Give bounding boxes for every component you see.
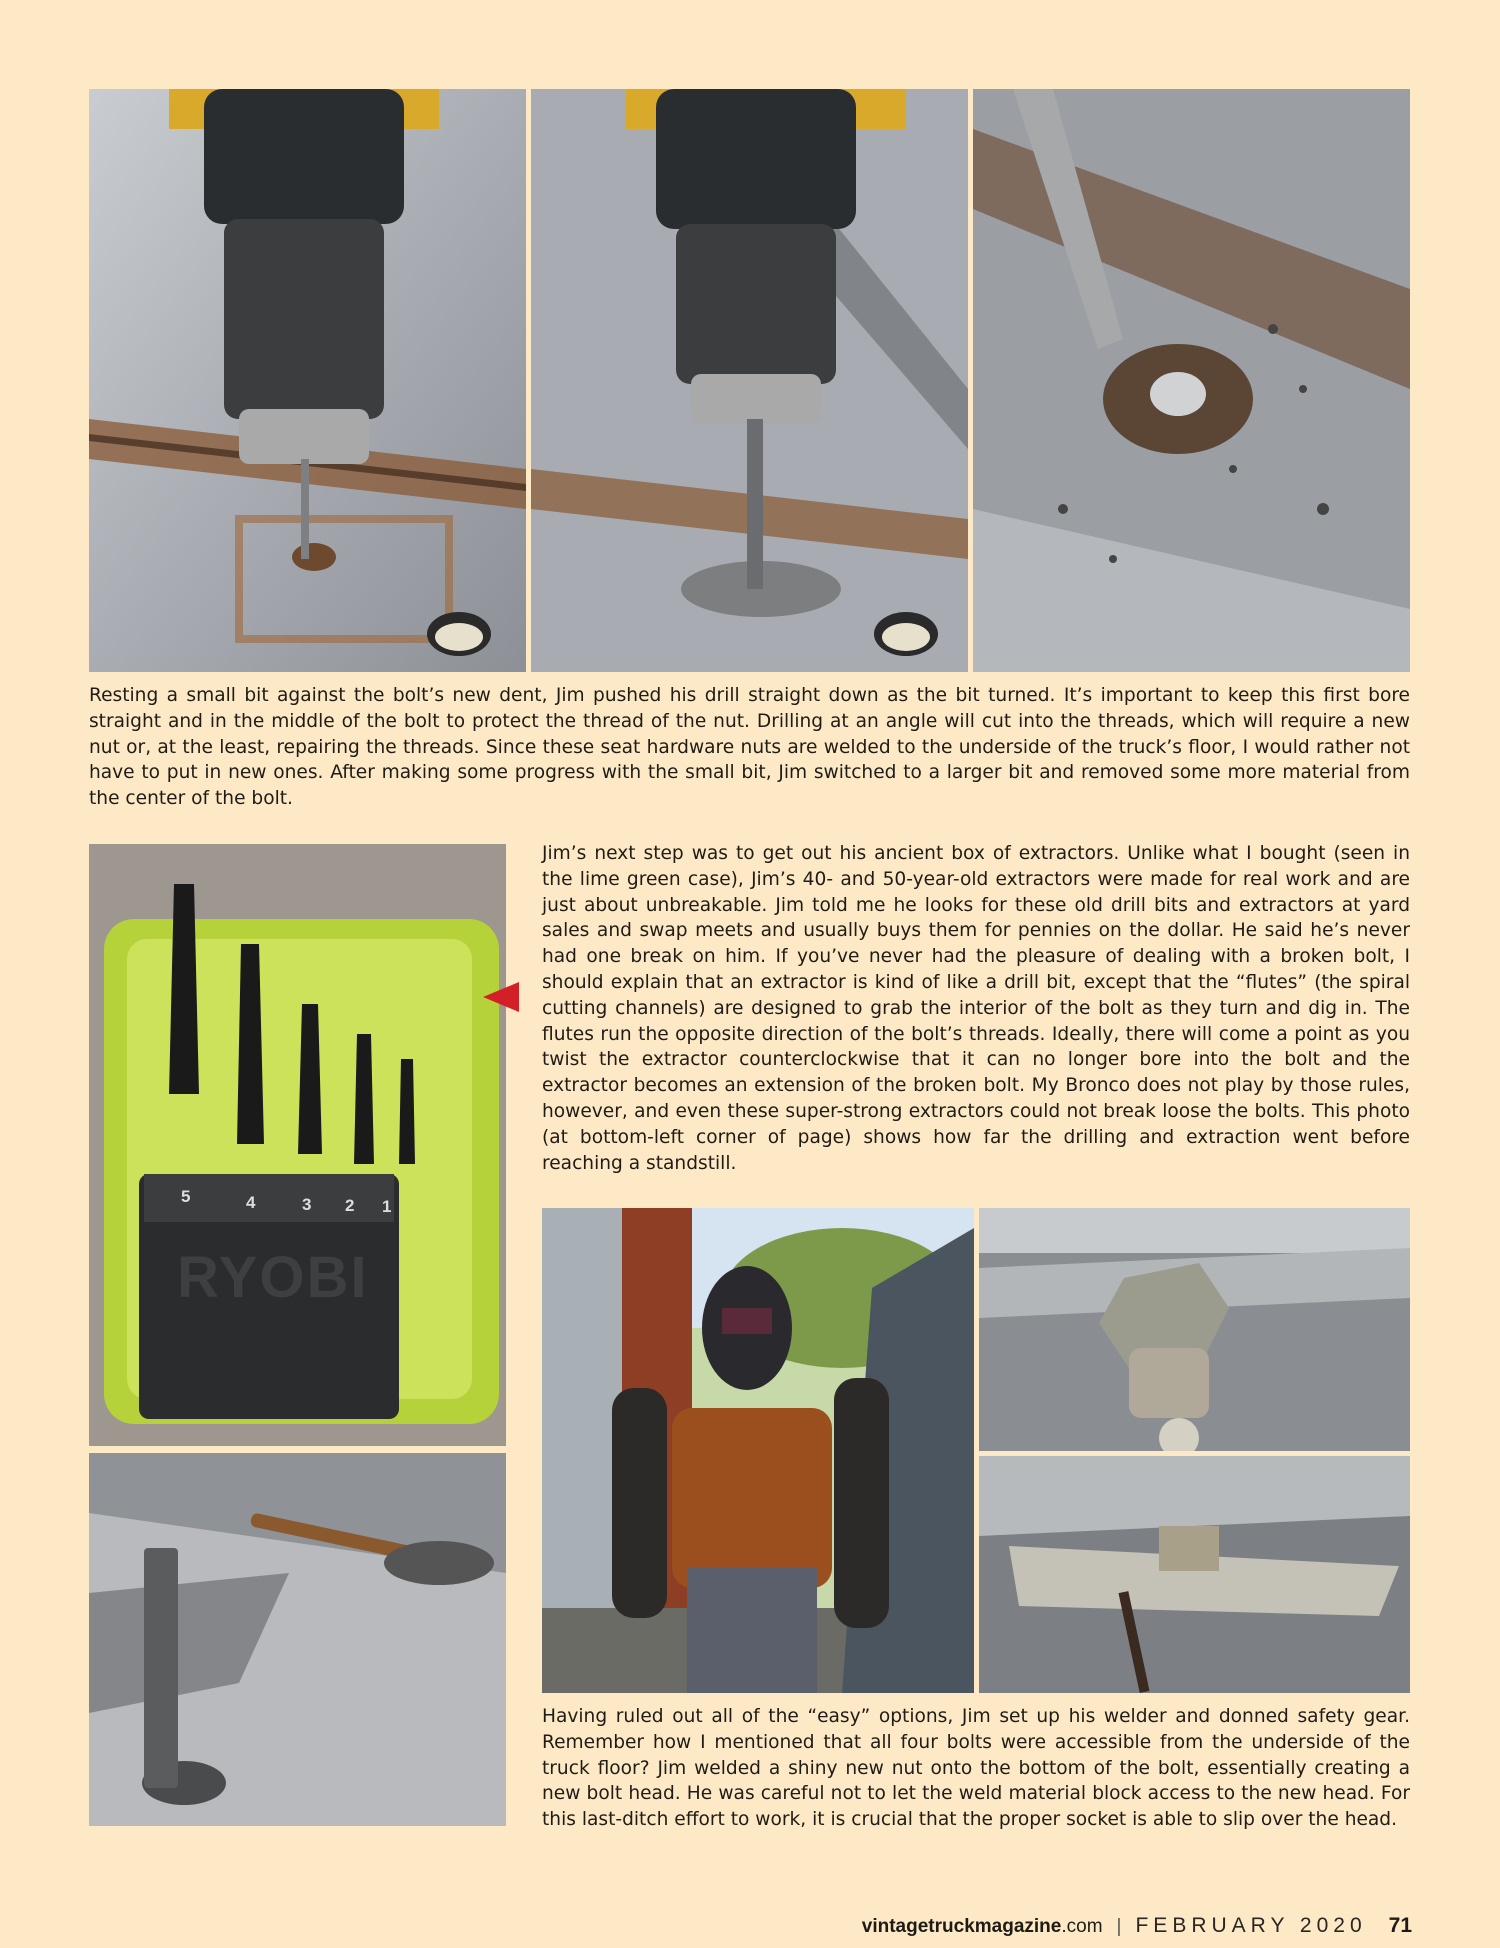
- photo-extractor-case: [89, 844, 506, 1446]
- site-name-part: magazine: [974, 1916, 1062, 1937]
- extractor-size-label: 2: [345, 1196, 355, 1215]
- extractor-size-label: 5: [181, 1187, 191, 1206]
- photo-extractor-in-bolt: [89, 1453, 506, 1826]
- site-name-part: vintagetruck: [861, 1916, 975, 1937]
- footer-separator: |: [1116, 1916, 1122, 1937]
- extractor-size-label: 1: [382, 1197, 392, 1216]
- photo-welder: [542, 1208, 974, 1693]
- top-caption: Resting a small bit against the bolt’s new dent, Jim pushed his drill straight down as the bit turned. It’s important to keep this first bore straight and in the middle of the bolt to protect the thread of the nut. Drilling at an angle will cut into the threads, which will require a new nut or, at the least, repairing the threads. Since these seat hardware nuts are welded to the underside of the truck’s floor, I would rather not have to put in new ones. After making some progress with the small bit, Jim switched to a larger bit and removed some more material from the center of the bolt.: [89, 685, 1410, 810]
- bottom-caption: Having ruled out all of the “easy” options, Jim set up his welder and donned safety gear. Remember how I mentioned that all four bolts were accessible from the underside of the truck floor? Jim welded a shiny new nut onto the bottom of the bolt, essentially creating a new bolt head. He was careful not to let the weld material block access to the new head. For this last-ditch effort to work, it is crucial that the proper socket is able to slip over the head.: [542, 1706, 1410, 1831]
- photo-nut-underside: [979, 1456, 1410, 1693]
- photo-metal-shavings: [973, 89, 1410, 672]
- issue-date: FEBRUARY 2020: [1135, 1914, 1367, 1937]
- extractor-size-label: 4: [246, 1193, 256, 1212]
- ryobi-logo: RYOBI: [177, 1245, 369, 1310]
- page-number: 71: [1388, 1914, 1412, 1937]
- site-tld: .com: [1061, 1916, 1103, 1937]
- photo-welded-nut: [979, 1208, 1410, 1451]
- extractor-size-label: 3: [302, 1195, 312, 1214]
- pointer-arrow: [483, 982, 519, 1012]
- middle-caption: Jim’s next step was to get out his ancient box of extractors. Unlike what I bought (seen in the lime green case), Jim’s 40- and 50-year-old extractors were made for real work and are just about unbreakable. Jim told me he looks for these old drill bits and extractors at yard sales and swap meets and usually buys them for pennies on the dollar. He said he’s never had one break on him. If you’ve never had the pleasure of dealing with a broken bolt, I should explain that an extractor is kind of like a drill bit, except that the “flutes” (the spiral cutting channels) are designed to grab the interior of the bolt as they turn and dig in. The flutes run the opposite direction of the bolt’s threads. Ideally, there will come a point as you twist the extractor counterclockwise that it can no longer bore into the bolt and the extractor becomes an extension of the broken bolt. My Bronco does not play by those rules, however, and even these super-strong extractors could not break loose the bolts. This photo (at bottom-left corner of page) shows how far the drilling and extraction went before reaching a standstill.: [542, 843, 1410, 1174]
- photo-drill-small-bit: [89, 89, 526, 672]
- page-footer: [862, 1914, 1412, 1938]
- photo-drill-large-bit: [531, 89, 968, 672]
